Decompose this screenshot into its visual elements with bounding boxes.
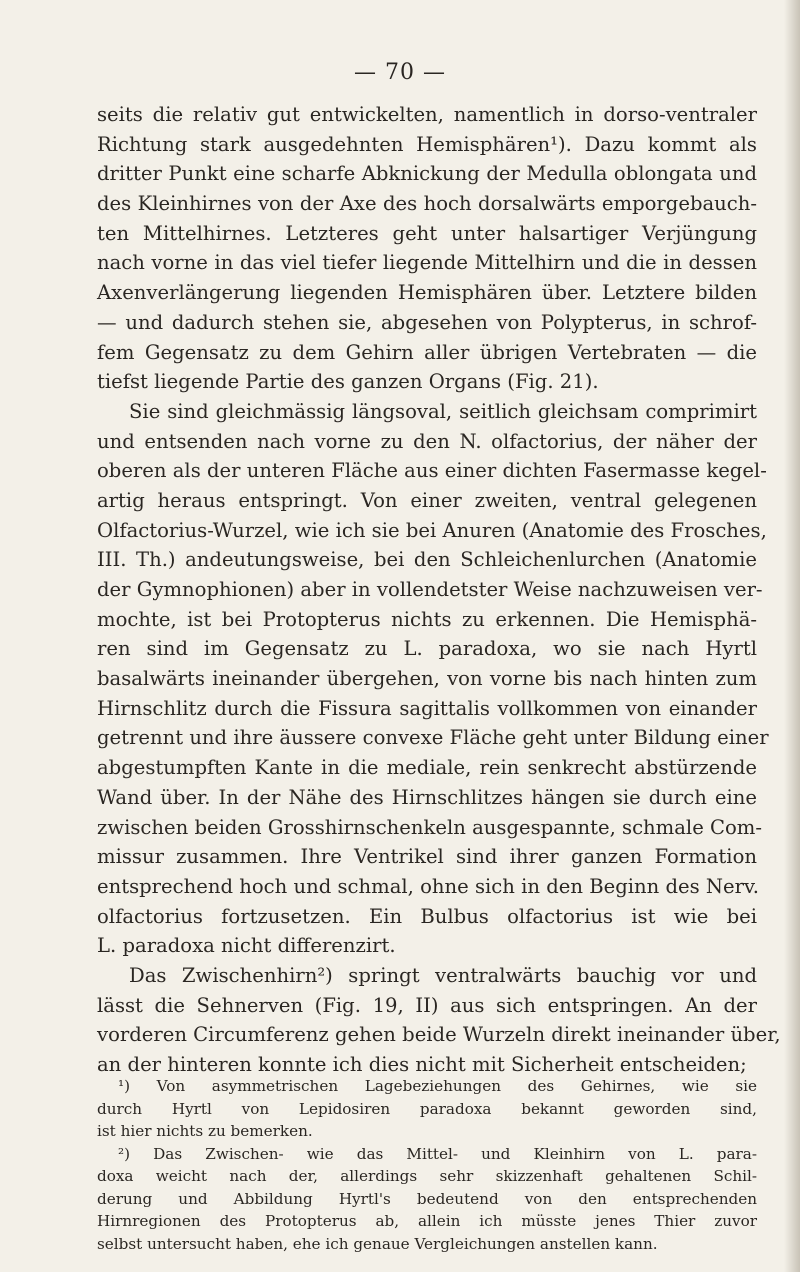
text-line: basalwärts ineinander übergehen, von vorne bis nach hinten zum	[97, 667, 757, 691]
text-line: Wand über. In der Nähe des Hirnschlitzes hängen sie durch eine	[97, 785, 757, 809]
text-line: Richtung stark ausgedehnten Hemisphären¹). Dazu kommt als	[97, 132, 757, 156]
text-line: getrennt und ihre äussere convexe Fläche geht unter Bildung einer	[97, 726, 769, 750]
footnotes	[97, 1075, 757, 1255]
footnote-line: ²) Das Zwischen- wie das Mittel- und Kleinhirn von L. para-	[118, 1144, 757, 1163]
text-line: abgestumpften Kante in die mediale, rein senkrecht abstürzende	[97, 756, 757, 780]
text-line: III. Th.) andeutungsweise, bei den Schleichenlurchen (Anatomie	[97, 548, 757, 572]
text-line: tiefst liegende Partie des ganzen Organs (Fig. 21).	[97, 370, 599, 394]
text-line: entsprechend hoch und schmal, ohne sich in den Beginn des Nerv.	[97, 874, 759, 898]
text-line: missur zusammen. Ihre Ventrikel sind ihrer ganzen Formation	[97, 845, 757, 869]
text-line: artig heraus entspringt. Von einer zweiten, ventral gelegenen	[97, 488, 757, 512]
text-line: seits die relativ gut entwickelten, namentlich in dorso-ventraler	[97, 103, 757, 126]
main-text	[97, 100, 781, 1080]
footnote-line: durch Hyrtl von Lepidosiren paradoxa bekannt geworden sind,	[97, 1099, 757, 1118]
text-line: nach vorne in das viel tiefer liegende Mittelhirn und die in dessen	[97, 251, 757, 275]
footnote-line: selbst untersucht haben, ehe ich genaue Vergleichungen anstellen kann.	[97, 1234, 658, 1253]
footnote-line: Hirnregionen des Protopterus ab, allein ich müsste jenes Thier zuvor	[97, 1212, 757, 1230]
text-line: Das Zwischenhirn²) springt ventralwärts bauchig vor und	[129, 963, 757, 987]
text-line: fem Gegensatz zu dem Gehirn aller übrigen Vertebraten — die	[97, 340, 757, 364]
text-line: ten Mittelhirnes. Letzteres geht unter halsartiger Verjüngung	[97, 221, 757, 245]
text-line: Hirnschlitz durch die Fissura sagittalis vollkommen von einander	[97, 696, 757, 720]
text-line: lässt die Sehnerven (Fig. 19, II) aus sich entspringen. An der	[97, 993, 757, 1017]
text-line: des Kleinhirnes von der Axe des hoch dorsalwärts emporgebauch-	[97, 192, 757, 216]
text-line: der Gymnophionen) aber in vollendetster Weise nachzuweisen ver-	[97, 578, 763, 601]
footnote-line: ist hier nichts zu bemerken.	[97, 1122, 313, 1140]
text-line: zwischen beiden Grosshirnschenkeln ausgespannte, schmale Com-	[97, 815, 763, 839]
text-line: — und dadurch stehen sie, abgesehen von Polypterus, in schrof-	[97, 310, 757, 334]
text-line: olfactorius fortzusetzen. Ein Bulbus olfactorius ist wie bei	[97, 904, 757, 928]
page-number: — 70 —	[354, 60, 446, 85]
footnote-line: doxa weicht nach der, allerdings sehr skizzenhaft gehaltenen Schil-	[97, 1167, 757, 1185]
footnote-line: ¹) Von asymmetrischen Lagebeziehungen des Gehirnes, wie sie	[118, 1077, 757, 1095]
text-line: mochte, ist bei Protopterus nichts zu erkennen. Die Hemisphä-	[97, 607, 757, 631]
text-line: ren sind im Gegensatz zu L. paradoxa, wo sie nach Hyrtl	[97, 637, 757, 661]
text-line: Olfactorius-Wurzel, wie ich sie bei Anuren (Anatomie des Frosches,	[97, 518, 767, 542]
text-line: dritter Punkt eine scharfe Abknickung der Medulla oblongata und	[97, 162, 757, 186]
text-line: und entsenden nach vorne zu den N. olfactorius, der näher der	[97, 429, 757, 453]
text-line: an der hinteren konnte ich dies nicht mit Sicherheit entscheiden;	[97, 1053, 747, 1076]
text-line: Axenverlängerung liegenden Hemisphären über. Letztere bilden	[97, 281, 757, 305]
footnote-line: derung und Abbildung Hyrtl's bedeutend von den entsprechenden	[97, 1189, 757, 1208]
text-line: Sie sind gleichmässig längsoval, seitlich gleichsam comprimirt	[129, 399, 757, 423]
text-line: vorderen Circumferenz gehen beide Wurzeln direkt ineinander über,	[97, 1023, 781, 1047]
text-line: oberen als der unteren Fläche aus einer dichten Fasermasse kegel-	[97, 459, 767, 483]
text-line: L. paradoxa nicht differenzirt.	[97, 934, 396, 958]
page-edge-shadow	[784, 0, 800, 1272]
